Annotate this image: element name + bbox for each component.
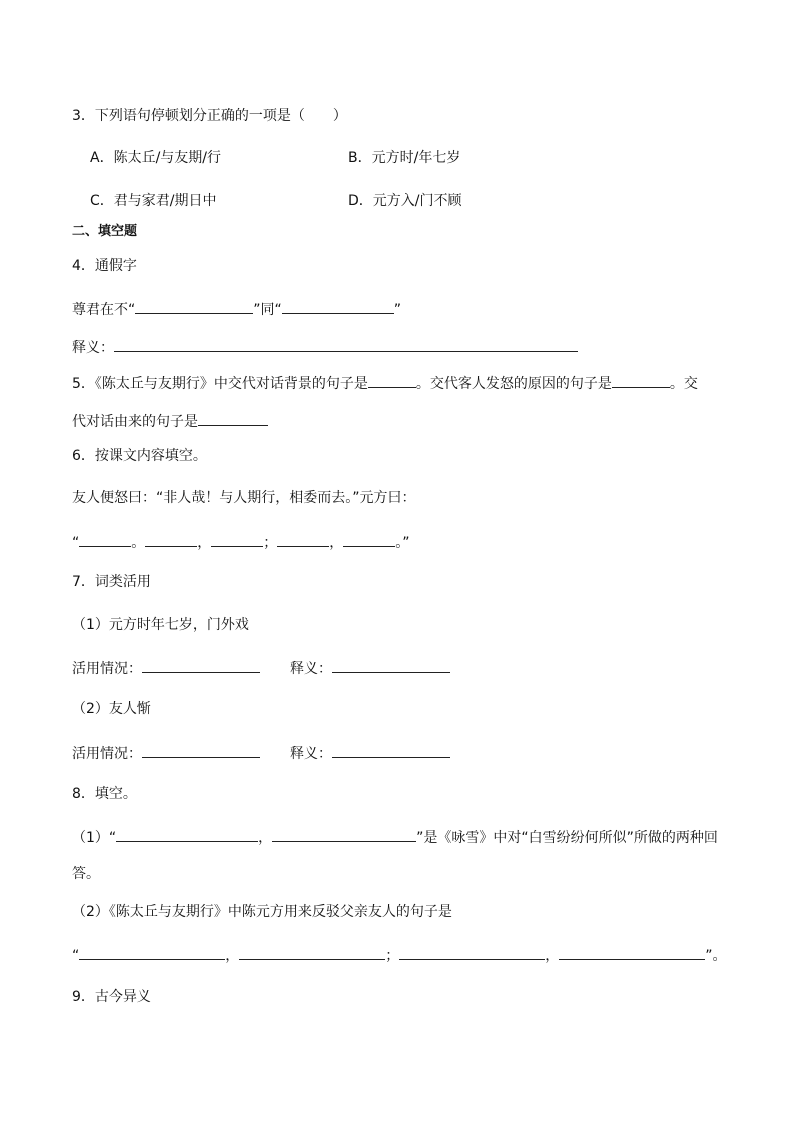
answer-blank[interactable] <box>142 657 260 673</box>
question-6-stem: 6．按课文内容填空。 <box>72 448 207 464</box>
punct: 。” <box>395 535 410 551</box>
punct: ， <box>545 948 560 964</box>
answer-blank[interactable] <box>79 944 225 960</box>
answer-blank[interactable] <box>332 657 450 673</box>
q7-sub-2: （2）友人惭 <box>72 701 151 717</box>
q6-fill-line <box>72 531 410 553</box>
q4-meaning-line <box>72 336 578 358</box>
answer-blank[interactable] <box>612 372 670 388</box>
open-quote: “ <box>72 535 80 551</box>
usage-label: 活用情况： <box>72 661 142 677</box>
q8-sub-2-fill-line <box>72 944 727 966</box>
q8-sub-2-stem: （2）《陈太丘与友期行》中陈元方用来反驳父亲友人的句子是 <box>72 904 452 920</box>
q3-option-d: D．元方入/门不顾 <box>348 193 462 209</box>
meaning-label: 释义： <box>290 746 332 762</box>
answer-blank[interactable] <box>79 531 131 547</box>
punct: 。 <box>131 535 146 551</box>
q6-quote: 友人便怒曰：“非人哉！与人期行，相委而去。”元方曰： <box>72 490 416 506</box>
q4-tongjia-line <box>72 298 401 320</box>
answer-blank[interactable] <box>116 826 258 842</box>
answer-blank[interactable] <box>332 742 450 758</box>
question-3-stem: 3．下列语句停顿划分正确的一项是（ ） <box>72 108 347 124</box>
q3-option-b: B．元方时/年七岁 <box>348 150 461 166</box>
answer-blank[interactable] <box>343 531 395 547</box>
q7-sub-2-meaning-line <box>290 742 450 764</box>
punct: ； <box>385 948 400 964</box>
answer-blank[interactable] <box>135 298 253 314</box>
q5-text-4: 代对话由来的句子是 <box>72 414 198 430</box>
q5-text-2: 。交代客人发怒的原因的句子是 <box>415 376 612 392</box>
question-4-stem: 4．通假字 <box>72 258 137 274</box>
meaning-label: 释义： <box>72 340 114 356</box>
q4-text-1: 尊君在不“ <box>72 302 136 318</box>
punct: ， <box>197 535 212 551</box>
q4-text-2: ”同“ <box>253 302 282 318</box>
answer-blank[interactable] <box>145 531 197 547</box>
q5-text-3: 。交 <box>669 376 698 392</box>
answer-blank[interactable] <box>114 336 578 352</box>
q7-sub-1: （1）元方时年七岁，门外戏 <box>72 617 249 633</box>
answer-blank[interactable] <box>142 742 260 758</box>
punct: ， <box>258 830 273 846</box>
answer-blank[interactable] <box>399 944 545 960</box>
question-5-line-2 <box>72 410 268 432</box>
answer-blank[interactable] <box>239 944 385 960</box>
q4-text-3: ” <box>393 302 402 318</box>
q7-sub-1-meaning-line <box>290 657 450 679</box>
answer-blank[interactable] <box>277 531 329 547</box>
q3-option-c: C．君与家君/期日中 <box>90 193 217 209</box>
q5-text-1: 5．《陈太丘与友期行》中交代对话背景的句子是 <box>72 376 368 392</box>
meaning-label: 释义： <box>290 661 332 677</box>
answer-blank[interactable] <box>211 531 263 547</box>
answer-blank[interactable] <box>282 298 394 314</box>
punct: ； <box>263 535 278 551</box>
punct: ， <box>225 948 240 964</box>
q7-sub-2-usage-line <box>72 742 260 764</box>
open-quote: “ <box>72 948 80 964</box>
question-5-line-1 <box>72 372 698 394</box>
q8-sub-1-tail: ”是《咏雪》中对“白雪纷纷何所似”所做的两种回 <box>416 830 718 846</box>
section-title: 二、填空题 <box>72 224 138 239</box>
q8-sub-1-line-2: 答。 <box>72 866 100 882</box>
answer-blank[interactable] <box>559 944 705 960</box>
question-9-stem: 9．古今异义 <box>72 989 151 1005</box>
q3-option-a: A．陈太丘/与友期/行 <box>90 150 222 166</box>
question-7-stem: 7．词类活用 <box>72 574 151 590</box>
q8-sub-1-open: （1）“ <box>72 830 117 846</box>
q8-sub-1-line-1 <box>72 826 718 848</box>
answer-blank[interactable] <box>272 826 416 842</box>
punct: ， <box>329 535 344 551</box>
question-8-stem: 8．填空。 <box>72 786 137 802</box>
answer-blank[interactable] <box>368 372 416 388</box>
usage-label: 活用情况： <box>72 746 142 762</box>
q7-sub-1-usage-line <box>72 657 260 679</box>
close-quote: ”。 <box>705 948 727 964</box>
answer-blank[interactable] <box>198 410 268 426</box>
